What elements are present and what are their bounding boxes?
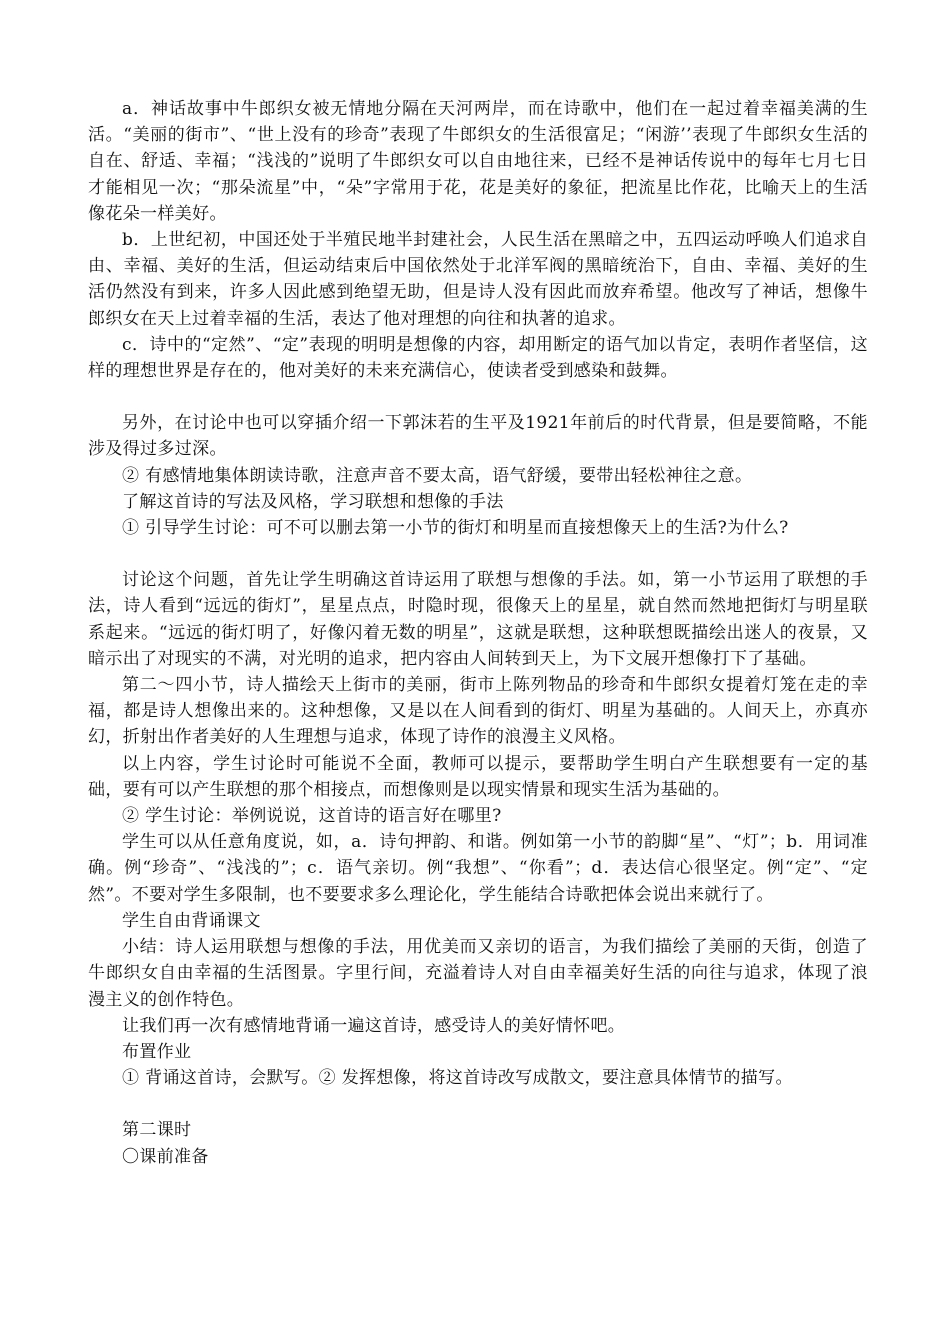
section-heading-second-lesson: 第二课时	[122, 1120, 192, 1141]
section-heading-style: 了解这首诗的写法及风格，学习联想和想像的手法	[122, 491, 504, 512]
paragraph-a: a．神话故事中牛郎织女被无情地分隔在天河两岸，而在诗歌中，他们在一起过着幸福美满的生活。“美丽的街市”、“世上没有的珍奇”表现了牛郎织女的生活很富足；“闲游’’表现了牛郎织女生活的自在、舒适、幸福；“浅浅的”说明了牛郎织女可以自由地往来，已经不是神话传说中的每年七月七日才能相见一次；“那朵流星”中，“朵”字常用于花，花是美好的象征，把流星比作花，比喻天上的生活像花朵一样美好。	[88, 99, 868, 224]
document-body	[88, 96, 868, 1170]
spacer	[88, 1091, 868, 1117]
paragraph-reading-aloud: ② 有感情地集体朗读诗歌，注意声音不要太高，语气舒缓，要带出轻松神往之意。	[122, 465, 753, 486]
paragraph-teacher-hint: 以上内容，学生讨论时可能说不全面，教师可以提示，要帮助学生明白产生联想要有一定的基础，要有可以产生联想的那个相接点，而想像则是以现实情景和现实生活为基础的。	[88, 753, 868, 800]
paragraph-recite-again: 让我们再一次有感情地背诵一遍这首诗，感受诗人的美好情怀吧。	[122, 1015, 626, 1036]
paragraph-summary: 小结：诗人运用联想与想像的手法，用优美而又亲切的语言，为我们描绘了美丽的天街，创造了牛郎织女自由幸福的生活图景。字里行间，充溢着诗人对自由幸福美好生活的向往与追求，体现了浪漫主义的创作特色。	[88, 937, 868, 1010]
paragraph-recitation: 学生自由背诵课文	[122, 910, 261, 931]
paragraph-homework: ① 背诵这首诗，会默写。② 发挥想像，将这首诗改写成散文，要注意具体情节的描写。	[122, 1068, 793, 1089]
paragraph-discussion-question: ① 引导学生讨论：可不可以删去第一小节的街灯和明星而直接想像天上的生活?为什么?	[122, 518, 789, 539]
paragraph-background-note: 另外，在讨论中也可以穿插介绍一下郭沫若的生平及1921年前后的时代背景，但是要简略，不能涉及得过多过深。	[88, 413, 868, 460]
paragraph-imagination: 第二～四小节，诗人描绘天上街市的美丽，街市上陈列物品的珍奇和牛郎织女提着灯笼在走的幸福，都是诗人想像出来的。这种想像，又是以在人间看到的街灯、明星为基础的。人间天上，亦真亦幻，折射出作者美好的人生理想与追求，体现了诗作的浪漫主义风格。	[88, 675, 868, 748]
paragraph-b: b．上世纪初，中国还处于半殖民地半封建社会，人民生活在黑暗之中，五四运动呼唤人们追求自由、幸福、美好的生活，但运动结束后中国依然处于北洋军阀的黑暗统治下，自由、幸福、美好的生活仍然没有到来，许多人因此感到绝望无助，但是诗人没有因此而放弃希望。他改写了神话，想像牛郎织女在天上过着幸福的生活，表达了他对理想的向往和执著的追求。	[88, 230, 868, 329]
paragraph-language-question: ② 学生讨论：举例说说，这首诗的语言好在哪里?	[122, 806, 502, 827]
paragraph-c: c．诗中的“定然”、“定”表现的明明是想像的内容，却用断定的语气加以肯定，表明作者坚信，这样的理想世界是存在的，他对美好的未来充满信心，使读者受到感染和鼓舞。	[88, 334, 868, 382]
spacer	[88, 384, 868, 410]
paragraph-association: 讨论这个问题，首先让学生明确这首诗运用了联想与想像的手法。如，第一小节运用了联想的手法，诗人看到“远远的街灯”，星星点点，时隐时现，很像天上的星星，就自然而然地把街灯与明星联系起来。“远远的街灯明了，好像闪着无数的明星”，这就是联想，这种联想既描绘出迷人的夜景，又暗示出了对现实的不满，对光明的追求，把内容由人间转到天上，为下文展开想像打下了基础。	[88, 570, 868, 669]
section-heading-preparation: 〇课前准备	[122, 1146, 209, 1167]
section-heading-homework: 布置作业	[122, 1041, 192, 1062]
spacer	[88, 541, 868, 567]
paragraph-language-answers: 学生可以从任意角度说，如，a．诗句押韵、和谐。例如第一小节的韵脚“星”、“灯”；b．用词准确。例“珍奇”、“浅浅的”；c．语气亲切。例“我想”、“你看”；d．表达信心很坚定。例“定”、“定然”。不要对学生多限制，也不要要求多么理论化，学生能结合诗歌把体会说出来就行了。	[88, 832, 868, 905]
